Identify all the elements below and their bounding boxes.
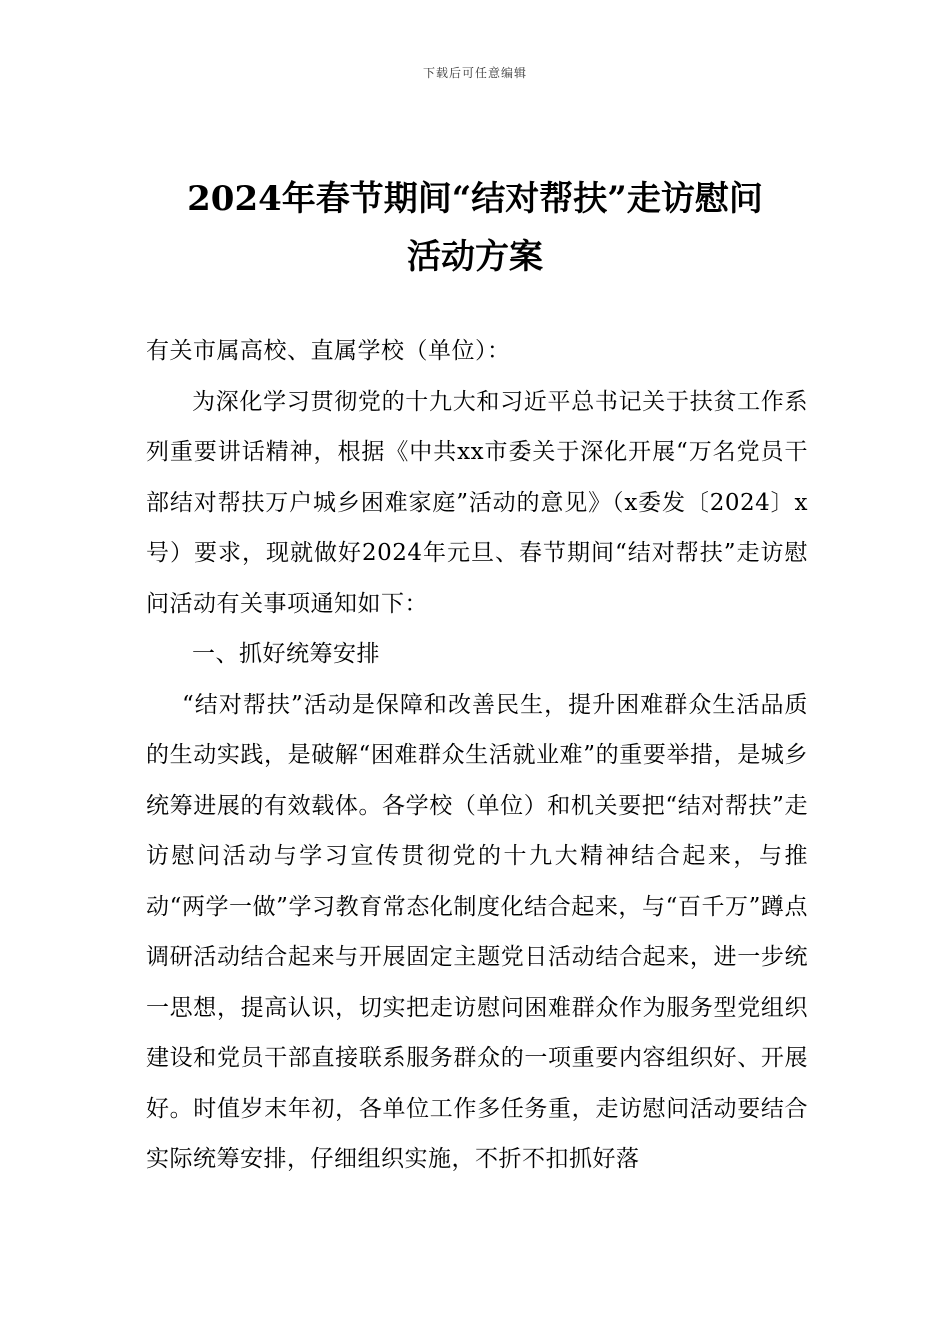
page-header-note: 下载后可任意编辑 [422,66,527,80]
paragraph-intro: 为深化学习贯彻党的十九大和习近平总书记关于扶贫工作系列重要讲话精神，根据《中共xx市委关于深化开展“万名党员干部结对帮扶万户城乡困难家庭”活动的意见》（x委发〔2024〕x号）要求，现就做好2024年元旦、春节期间“结对帮扶”走访慰问活动有关事项通知如下： [146,388,808,617]
paragraph-section-1: “结对帮扶”活动是保障和改善民生，提升困难群众生活品质的生动实践，是破解“困难群众生活就业难”的重要举措，是城乡统筹进展的有效载体。各学校（单位）和机关要把“结对帮扶”走访慰问活动与学习宣传贯彻党的十九大精神结合起来，与推动“两学一做”学习教育常态化制度化结合起来，与“百千万”蹲点调研活动结合起来与开展固定主题党日活动结合起来，进一步统一思想，提高认识，切实把走访慰问困难群众作为服务型党组织建设和党员干部直接联系服务群众的一项重要内容组织好、开展好。时值岁末年初，各单位工作多任务重，走访慰问活动要结合实际统筹安排，仔细组织实施，不折不扣抓好落 [146,691,808,1172]
salutation: 有关市属高校、直属学校（单位）： [146,338,511,364]
document-body [146,326,808,1185]
section-heading-1: 一、抓好统筹安排 [192,641,380,667]
document-title-line-2: 活动方案 [407,237,543,277]
document-title-line-1: 2024年春节期间“结对帮扶”走访慰问 [187,179,763,219]
document-title [100,170,850,286]
